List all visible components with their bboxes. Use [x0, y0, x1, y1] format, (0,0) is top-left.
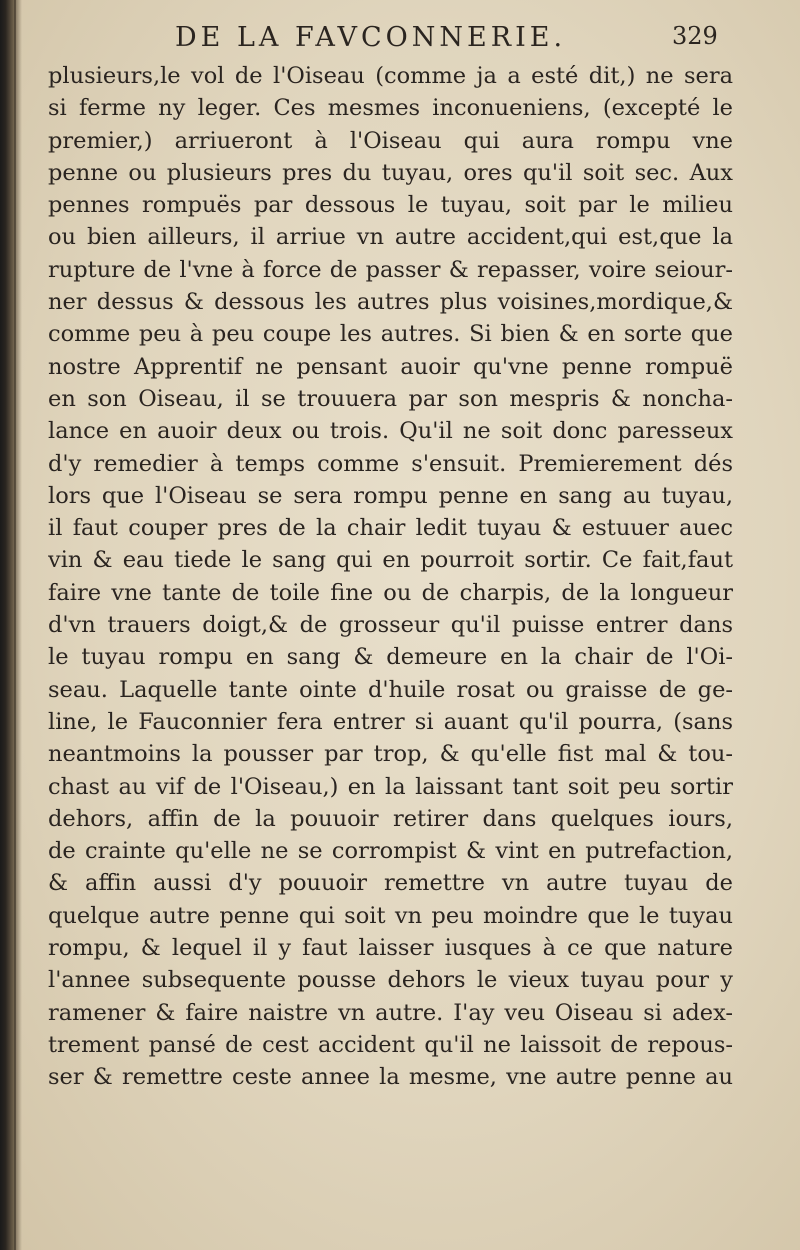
text-line: en son Oiseau, il se trouuera par son mespris & noncha- — [48, 385, 733, 412]
text-line: pennes rompuës par dessous le tuyau, soit par le milieu — [48, 192, 733, 219]
text-line: line, le Fauconnier fera entrer si auant qu'il pourra, (sans — [48, 708, 733, 735]
running-head — [0, 22, 800, 62]
text-line: & affin aussi d'y pouuoir remettre vn autre tuyau de — [48, 870, 733, 897]
page-gutter — [0, 0, 22, 1250]
text-line: chast au vif de l'Oiseau,) en la laissant tant soit peu sortir — [48, 773, 733, 800]
gutter-edge — [14, 0, 16, 1250]
text-line: seau. Laquelle tante ointe d'huile rosat ou graisse de ge- — [48, 676, 733, 703]
page-number: 329 — [672, 22, 718, 50]
text-line: il faut couper pres de la chair ledit tuyau & estuuer auec — [48, 515, 733, 542]
text-line: neantmoins la pousser par trop, & qu'elle fist mal & tou- — [48, 741, 733, 768]
text-line: rupture de l'vne à force de passer & repasser, voire seiour- — [48, 256, 733, 283]
text-line: rompu, & lequel il y faut laisser iusques à ce que nature — [48, 935, 733, 962]
text-line: ramener & faire naistre vn autre. I'ay veu Oiseau si adex- — [48, 999, 733, 1026]
text-line: d'y remedier à temps comme s'ensuit. Premierement dés — [48, 450, 733, 477]
text-line: lance en auoir deux ou trois. Qu'il ne soit donc paresseux — [48, 418, 733, 445]
text-line: vin & eau tiede le sang qui en pourroit sortir. Ce fait,faut — [48, 547, 733, 574]
text-line: dehors, affin de la pouuoir retirer dans quelques iours, — [48, 805, 733, 832]
text-line: quelque autre penne qui soit vn peu moindre que le tuyau — [48, 902, 733, 929]
text-line: l'annee subsequente pousse dehors le vieux tuyau pour y — [48, 967, 733, 994]
text-line: plusieurs,le vol de l'Oiseau (comme ja a esté dit,) ne sera — [48, 63, 733, 89]
text-line: nostre Apprentif ne pensant auoir qu'vne penne rompuë — [48, 353, 733, 380]
text-line: ser & remettre ceste annee la mesme, vne autre penne au — [48, 1064, 733, 1091]
text-line: d'vn trauers doigt,& de grosseur qu'il puisse entrer dans — [48, 612, 733, 639]
text-line: de crainte qu'elle ne se corrompist & vint en putrefaction, — [48, 838, 733, 865]
text-line: le tuyau rompu en sang & demeure en la chair de l'Oi- — [48, 644, 733, 671]
text-line: faire vne tante de toile fine ou de charpis, de la longueur — [48, 579, 733, 606]
text-line: lors que l'Oiseau se sera rompu penne en sang au tuyau, — [48, 482, 733, 509]
text-line: premier,) arriueront à l'Oiseau qui aura rompu vne — [48, 127, 733, 154]
text-line: ner dessus & dessous les autres plus voisines,mordique,& — [48, 289, 733, 316]
text-line: si ferme ny leger. Ces mesmes inconueniens, (excepté le — [48, 95, 733, 122]
text-block — [48, 60, 733, 1094]
text-line: trement pansé de cest accident qu'il ne laissoit de repous- — [48, 1031, 733, 1058]
text-line: penne ou plusieurs pres du tuyau, ores qu'il soit sec. Aux — [48, 159, 733, 186]
text-line: comme peu à peu coupe les autres. Si bien & en sorte que — [48, 321, 733, 348]
text-line: ou bien ailleurs, il arriue vn autre accident,qui est,que la — [48, 224, 733, 251]
running-title: DE LA FAVCONNERIE. — [175, 22, 567, 53]
